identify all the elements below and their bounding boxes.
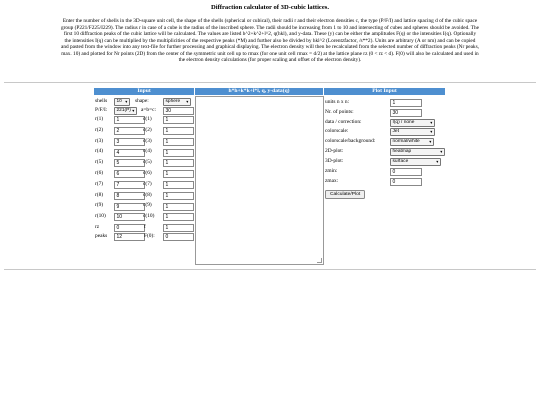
description-line: group (P221/F225/I229). The radius r in case of a cube is the radius of the inscribed sphere. The radii should be increasing from 1 to 10 and intersecting of cubes and spheres should be avoided. The <box>60 24 480 31</box>
divider-top <box>4 82 536 83</box>
background-row <box>325 137 445 146</box>
f0-input[interactable]: 0 <box>163 233 194 241</box>
background-label: colorscale/background: <box>325 138 376 144</box>
description-line: max. 10) and plotted for Nr points (2D) from the center of the symmetric unit cell up to rmax (for one unit cell rmax = d/2) at the lattice plane rz (0 < rz < d). F(0) will also be calculated and used in <box>61 50 479 57</box>
density-label: c(9) <box>143 202 152 209</box>
density-input[interactable]: 1 <box>163 116 194 124</box>
points-label: Nr. of points: <box>325 109 354 115</box>
plot-panel-heading: Plot Input <box>324 88 445 95</box>
density-label: c(6) <box>143 170 152 176</box>
rz-input[interactable]: 0 <box>114 224 145 232</box>
shell-row <box>95 201 195 210</box>
plot3d-row <box>325 157 445 166</box>
density-label: c(8) <box>143 191 152 198</box>
radius-input[interactable]: 5 <box>114 159 145 167</box>
radius-input[interactable]: 1 <box>114 116 145 124</box>
shell-row <box>95 212 195 221</box>
density-input[interactable]: 1 <box>163 213 194 221</box>
spacing-label: a=b=c: <box>141 107 157 113</box>
correction-select-value: I(q) / none <box>392 120 415 125</box>
density-input[interactable]: 1 <box>163 203 194 211</box>
chevron-down-icon: ▾ <box>430 129 433 134</box>
shell-row <box>95 126 195 135</box>
radius-label: r(6) <box>95 170 104 176</box>
units-label: units n x n: <box>325 99 350 105</box>
chevron-down-icon: ▾ <box>436 159 439 164</box>
description-line: and pasted from the window into any text-file for further processing and graphical displaying. The electron density will then be recalculated from the selected number of diffraction peaks (Nr peaks, <box>61 44 479 51</box>
shell-row <box>95 169 195 178</box>
shells-select-value: 10 <box>116 99 122 104</box>
radius-label: r(2) <box>95 126 104 133</box>
shells-row <box>95 97 195 106</box>
chevron-down-icon: ▾ <box>132 108 135 113</box>
type-select-value: 221(P) <box>116 108 131 113</box>
shape-label: shape: <box>135 98 149 104</box>
chevron-down-icon: ▾ <box>429 139 432 144</box>
zmax-label: zmax: <box>325 178 339 184</box>
description-line: first 10 diffraction peaks of the cubic lattice will be calculated. The values are listed h^2+k^2+l^2, q(hkl), and y-data. These (y) can be either the amplitudes F(q) or the intensities I(q). Optionally <box>63 31 477 38</box>
results-textarea[interactable] <box>195 96 324 265</box>
radius-input[interactable]: 10 <box>114 213 145 221</box>
zmax-input[interactable]: 0 <box>390 178 422 186</box>
peaks-row <box>95 232 195 241</box>
chevron-down-icon: ▾ <box>430 120 433 125</box>
f-label: f <box>144 224 146 230</box>
description-line: the electron density calculations (for proper scaling and offset of the electron density). <box>178 57 362 64</box>
description <box>4 18 536 64</box>
density-input[interactable]: 1 <box>163 170 194 178</box>
divider-bottom <box>4 269 536 270</box>
calculate-plot-button[interactable]: Calculate/Plot <box>325 190 365 199</box>
shape-select-value: sphere <box>165 99 181 104</box>
density-label: c(2) <box>143 126 152 133</box>
radius-label: r(3) <box>95 137 104 144</box>
correction-label: data / correction: <box>325 119 362 125</box>
density-label: c(3) <box>143 137 152 144</box>
peaks-label: peaks <box>95 233 108 239</box>
radius-input[interactable]: 2 <box>114 127 145 135</box>
density-input[interactable]: 1 <box>163 138 194 146</box>
shell-row <box>95 158 195 167</box>
spacing-input[interactable]: 30 <box>163 107 194 115</box>
rz-row <box>95 223 195 232</box>
density-label: c(1) <box>143 116 152 122</box>
density-label: c(4) <box>143 148 152 155</box>
input-panel-heading: Input <box>94 88 194 95</box>
units-input[interactable]: 1 <box>390 99 422 107</box>
f-input[interactable]: 1 <box>163 224 194 232</box>
background-select[interactable] <box>390 138 434 146</box>
output-panel-heading: h*h+k*k+l*l, q, y-data(q) <box>195 88 323 95</box>
radius-input[interactable]: 7 <box>114 181 145 189</box>
shell-row <box>95 180 195 189</box>
colorscale-select-value: Jet <box>392 129 399 134</box>
chevron-down-icon: ▾ <box>125 99 128 104</box>
correction-row <box>325 118 445 127</box>
zmin-input[interactable]: 0 <box>390 168 422 176</box>
shell-row <box>95 147 195 156</box>
description-line: Enter the number of shells in the 3D-square unit cell, the shape of the shells (spherical or cubical), their radii r and their electron densities c, the type (P/F/I) and lattice spacing d of the cubic space <box>62 18 478 24</box>
plot2d-select[interactable] <box>390 148 445 156</box>
plot3d-label: 3D-plot: <box>325 158 344 164</box>
colorscale-select[interactable] <box>390 128 435 136</box>
chevron-down-icon: ▾ <box>186 99 189 104</box>
density-input[interactable]: 1 <box>163 149 194 157</box>
radius-input[interactable]: 3 <box>114 138 145 146</box>
density-input[interactable]: 1 <box>163 127 194 135</box>
plot3d-select[interactable] <box>390 158 441 166</box>
radius-label: r(7) <box>95 180 104 187</box>
radius-label: r(4) <box>95 148 104 155</box>
shell-row <box>95 191 195 200</box>
points-row <box>325 108 445 117</box>
peaks-input[interactable]: 12 <box>114 233 145 241</box>
shell-row <box>95 115 195 124</box>
density-label: c(5) <box>143 159 152 166</box>
plot2d-label: 2D-plot: <box>325 148 344 154</box>
points-input[interactable]: 30 <box>390 109 422 117</box>
density-label: c(7) <box>143 180 152 187</box>
radius-input[interactable]: 9 <box>114 203 145 211</box>
f0-label: F(0): <box>144 233 155 239</box>
background-select-value: normal/white <box>392 139 420 144</box>
radius-label: r(5) <box>95 159 104 166</box>
density-input[interactable]: 1 <box>163 159 194 167</box>
shell-row <box>95 137 195 146</box>
density-label: c(10) <box>143 213 155 220</box>
radius-input[interactable]: 6 <box>114 170 145 178</box>
resize-handle-icon[interactable] <box>317 258 322 263</box>
zmin-row <box>325 167 445 176</box>
density-input[interactable]: 1 <box>163 181 194 189</box>
shells-label: shells <box>95 98 108 104</box>
plot2d-select-value: heatmap <box>392 149 412 154</box>
zmax-row <box>325 177 445 186</box>
page-title: Diffraction calculator of 3D-cubic lattices. <box>211 4 329 11</box>
radius-label: r(10) <box>95 213 106 220</box>
type-label: P/F/I: <box>95 107 108 113</box>
radius-input[interactable]: 4 <box>114 149 145 157</box>
plot3d-select-value: surface <box>392 159 409 164</box>
zmin-label: zmin: <box>325 168 338 174</box>
units-row <box>325 98 445 107</box>
colorscale-label: colorscale: <box>325 128 349 134</box>
plot2d-row <box>325 147 445 156</box>
description-line: the intensities I(q) can be multiplied by the multiplicities of the respective peaks (*M) and further also be divided by hkl^2 (Lorentzfactor, /s**2). Units are arbitrary (A or nm) and can be copied <box>64 37 476 44</box>
type-row <box>95 106 195 115</box>
chevron-down-icon: ▾ <box>440 149 443 154</box>
radius-label: r(1) <box>95 116 104 122</box>
density-input[interactable]: 1 <box>163 192 194 200</box>
radius-input[interactable]: 8 <box>114 192 145 200</box>
radius-label: r(8) <box>95 191 104 198</box>
radius-label: r(9) <box>95 202 104 209</box>
colorscale-row <box>325 127 445 136</box>
rz-label: rz <box>95 224 100 230</box>
